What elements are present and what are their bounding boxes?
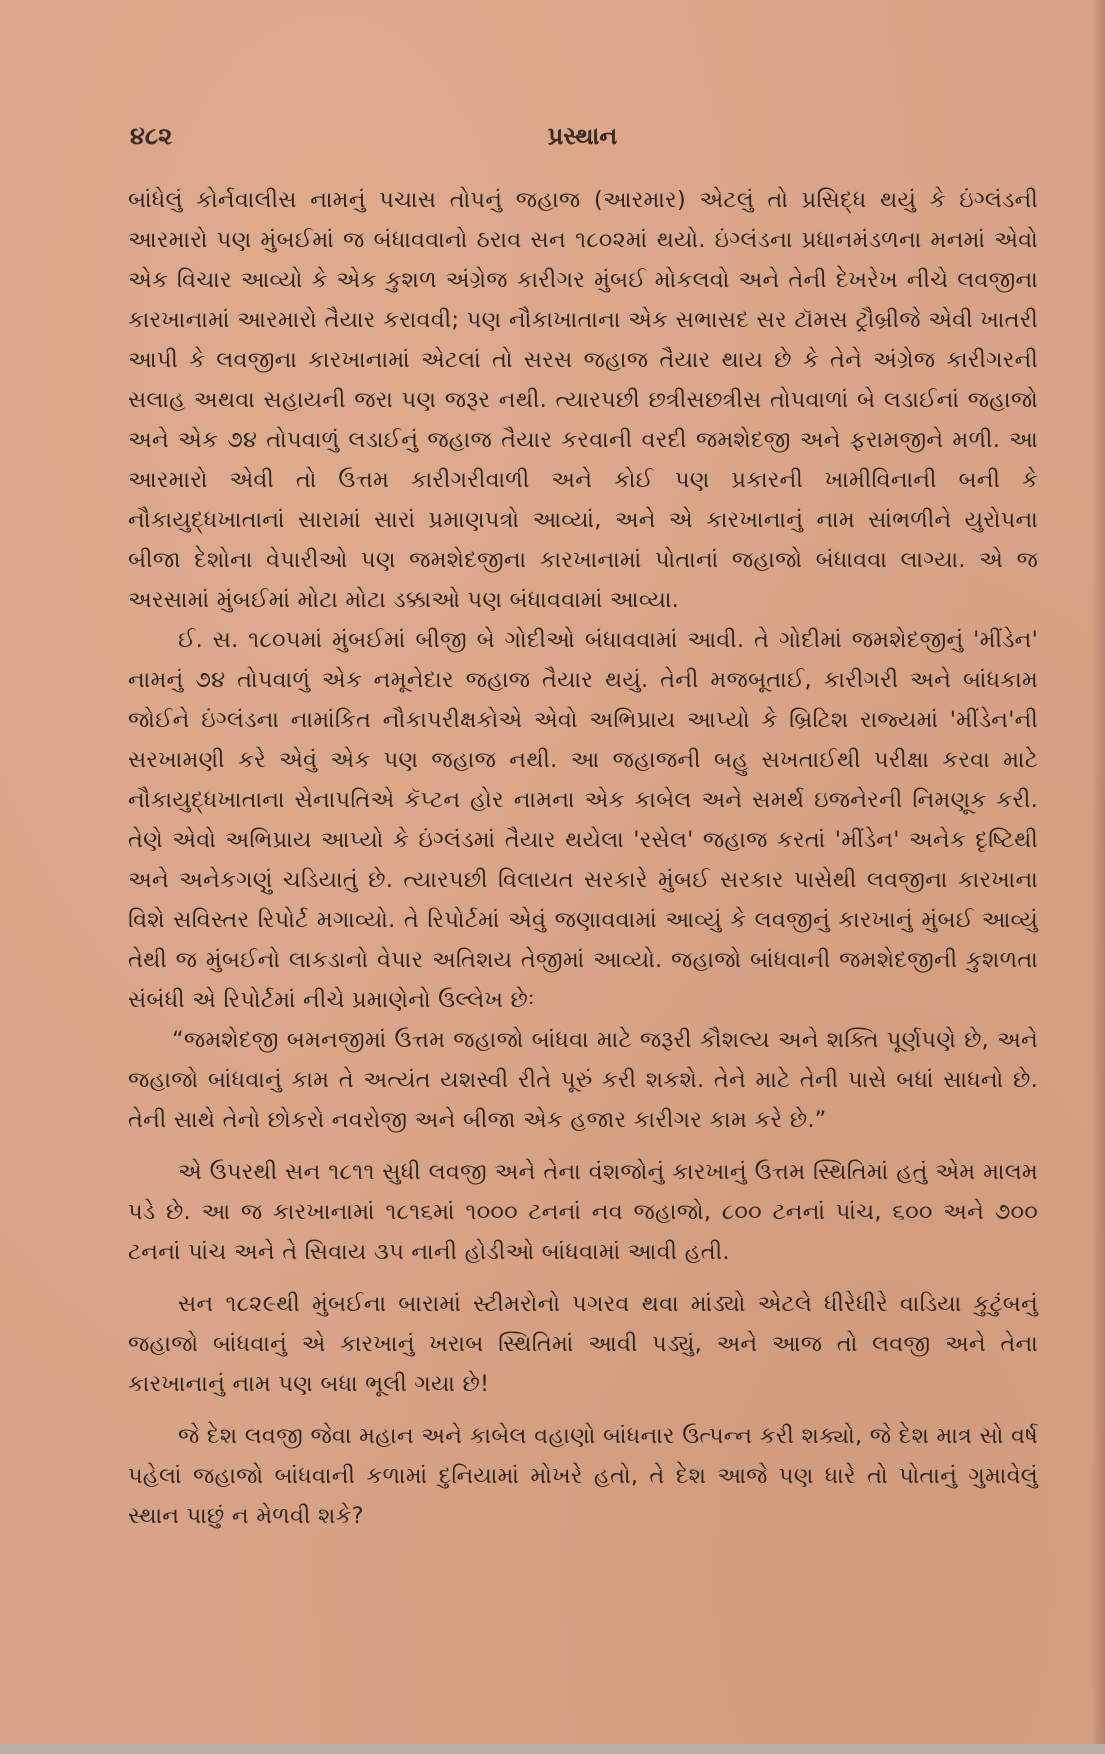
paragraph-5: જે દેશ લવજી જેવા મહાન અને કાબેલ વહાણો બાંધનાર ઉત્પન્ન કરી શક્યો, જે દેશ માત્ર સો વર્ષ પહેલાં જહાજો બાંધવાની કળામાં દુનિયામાં મોખરે હતો, તે દેશ આજે પણ ધારે તો પોતાનું ગુમાવેલું સ્થાન પાછું ન મેળવી શકે? bbox=[128, 1423, 1038, 1529]
scan-bottom-strip bbox=[0, 1744, 1105, 1754]
page-body bbox=[128, 180, 1038, 1536]
page-header bbox=[130, 122, 1035, 162]
paragraph-1: બાંધેલું કોર્નવાલીસ નામનું પચાસ તોપનું જહાજ (આરમાર) એટલું તો પ્રસિદ્ધ થયું કે ઇંગ્લંડની આરમારો પણ મુંબઈમાં જ બંધાવવાનો ઠરાવ સન ૧૮૦૨માં થયો. ઇંગ્લંડના પ્રધાનમંડળના મનમાં એવો એક વિચાર આવ્યો કે એક કુશળ અંગ્રેજ કારીગર મુંબઈ મોકલવો અને તેની દેખરેખ નીચે લવજીના કારખાનામાં આરમારો તૈયાર કરાવવી; પણ નૌકાખાતાના એક સભાસદ સર ટૉમસ ટ્રૌબ્રીજે એવી ખાતરી આપી કે લવજીના કારખાનામાં એટલાં તો સરસ જહાજ તૈયાર થાય છે કે તેને અંગ્રેજ કારીગરની સલાહ અથવા સહાયની જરા પણ જરૂર નથી. ત્યારપછી છત્રીસછત્રીસ તોપવાળાં બે લડાઈનાં જહાજો અને એક ૭૪ તોપવાળું લડાઈનું જહાજ તૈયાર કરવાની વરદી જમશેદજી અને ફરામજીને મળી. આ આરમારો એવી તો ઉત્તમ કારીગરીવાળી અને કોઈ પણ પ્રકારની ખામીવિનાની બની કે નૌકાયુદ્ધખાતાનાં સારામાં સારાં પ્રમાણપત્રો આવ્યાં, અને એ કારખાનાનું નામ સાંભળીને યુરોપના બીજા દેશોના વેપારીઓ પણ જમશેદજીના કારખાનામાં પોતાનાં જહાજો બંધાવવા લાગ્યા. એ જ અરસામાં મુંબઈમાં મોટા મોટા ડક્કાઓ પણ બંધાવવામાં આવ્યા. bbox=[128, 187, 1038, 613]
paragraph-3: એ ઉપરથી સન ૧૮૧૧ સુધી લવજી અને તેના વંશજોનું કારખાનું ઉત્તમ સ્થિતિમાં હતું એમ માલમ પડે છે. આ જ કારખાનામાં ૧૮૧૬માં ૧૦૦૦ ટનનાં નવ જહાજો, ૮૦૦ ટનનાં પાંચ, ૬૦૦ અને ૭૦૦ ટનનાં પાંચ અને તે સિવાય ૩૫ નાની હોડીઓ બાંધવામાં આવી હતી. bbox=[128, 1159, 1038, 1265]
spacer bbox=[128, 1404, 1038, 1416]
spacer bbox=[128, 1140, 1038, 1152]
report-quote: “જમશેદજી બમનજીમાં ઉત્તમ જહાજો બાંધવા માટે જરૂરી કૌશલ્ય અને શક્તિ પૂર્ણપણે છે, અને જહાજો બાંધવાનું કામ તે અત્યંત યશસ્વી રીતે પૂરું કરી શકશે. તેને માટે તેની પાસે બધાં સાધનો છે. તેની સાથે તેનો છોકરો નવરોજી અને બીજા એક હજાર કારીગર કામ કરે છે.” bbox=[128, 1027, 1038, 1133]
paragraph-4: સન ૧૮૨૯થી મુંબઈના બારામાં સ્ટીમરોનો પગરવ થવા માંડ્યો એટલે ધીરેધીરે વાડિયા કુટુંબનું જહાજો બાંધવાનું એ કારખાનું ખરાબ સ્થિતિમાં આવી પડ્યું, અને આજ તો લવજી અને તેના કારખાનાનું નામ પણ બધા ભૂલી ગયા છે! bbox=[128, 1291, 1038, 1397]
page-edge-shadow bbox=[1091, 0, 1105, 1754]
running-title: પ્રસ્થાન bbox=[547, 122, 618, 150]
paragraph-2: ઈ. સ. ૧૮૦૫માં મુંબઈમાં બીજી બે ગોદીઓ બંધાવવામાં આવી. તે ગોદીમાં જમશેદજીનું 'મીંડેન' નામનું ૭૪ તોપવાળું એક નમૂનેદાર જહાજ તૈયાર થયું. તેની મજબૂતાઈ, કારીગરી અને બાંધકામ જોઈને ઇંગ્લંડના નામાંકિત નૌકાપરીક્ષકોએ એવો અભિપ્રાય આપ્યો કે બ્રિટિશ રાજ્યમાં 'મીંડેન'ની સરખામણી કરે એવું એક પણ જહાજ નથી. આ જહાજની બહુ સખતાઈથી પરીક્ષા કરવા માટે નૌકાયુદ્ધખાતાના સેનાપતિએ કૅપ્ટન હોર નામના એક કાબેલ અને સમર્થ ઇજનેરની નિમણૂક કરી. તેણે એવો અભિપ્રાય આપ્યો કે ઇંગ્લંડમાં તૈયાર થયેલા 'રસેલ' જહાજ કરતાં 'મીંડેન' અનેક દૃષ્ટિથી અને અનેકગણું ચડિયાતું છે. ત્યારપછી વિલાયત સરકારે મુંબઈ સરકાર પાસેથી લવજીના કારખાના વિશે સવિસ્તર રિપોર્ટ મગાવ્યો. તે રિપોર્ટમાં એવું જણાવવામાં આવ્યું કે લવજીનું કારખાનું મુંબઈ આવ્યું તેથી જ મુંબઈનો લાકડાનો વેપાર અતિશય તેજીમાં આવ્યો. જહાજો બાંધવાની જમશેદજીની કુશળતા સંબંધી એ રિપોર્ટમાં નીચે પ્રમાણેનો ઉલ્લેખ છેઃ bbox=[128, 627, 1038, 1013]
page-number: ૪૮૨ bbox=[130, 122, 173, 150]
spacer bbox=[128, 1272, 1038, 1284]
